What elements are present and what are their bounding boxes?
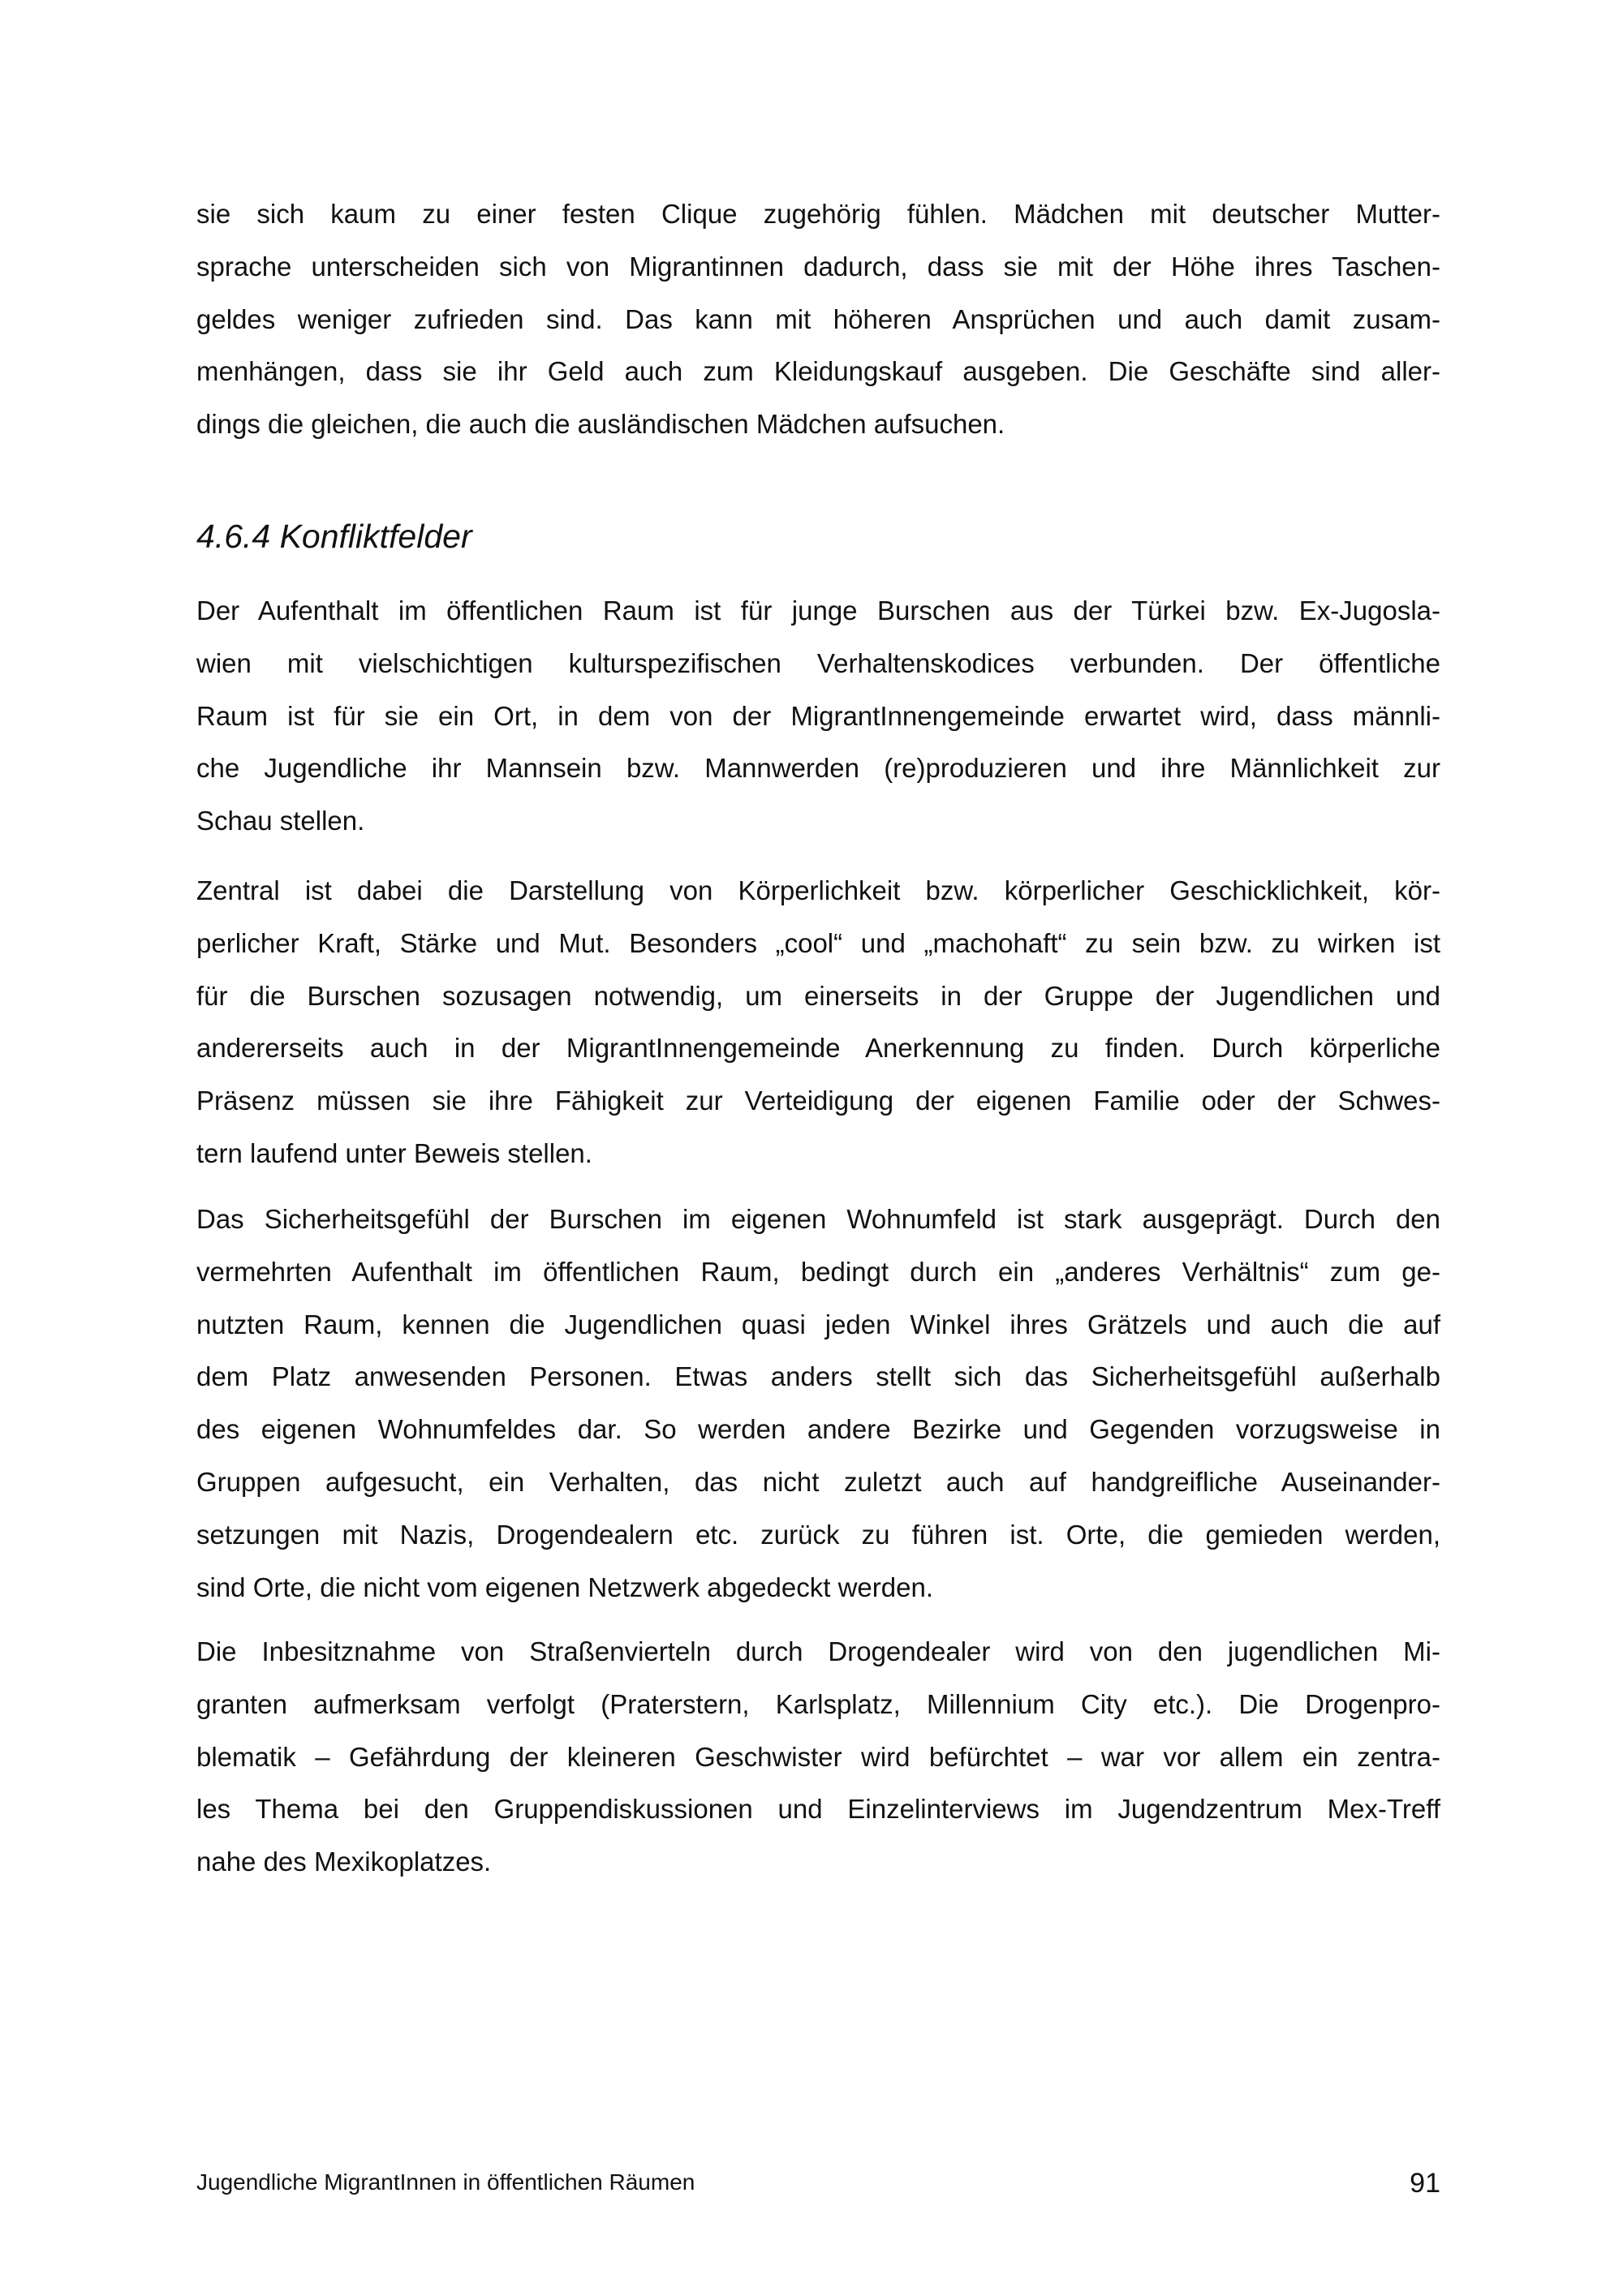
text-line: Der Aufenthalt im öffentlichen Raum ist für junge Burschen aus der Türkei bzw. Ex-Jugosla- <box>196 595 1440 626</box>
text-line: Schau stellen. <box>196 806 365 836</box>
paragraph-intro <box>196 188 1440 451</box>
text-line: vermehrten Aufenthalt im öffentlichen Raum, bedingt durch ein „anderes Verhältnis“ zum ge- <box>196 1256 1440 1287</box>
page-number: 91 <box>1410 2168 1440 2199</box>
text-line: sie sich kaum zu einer festen Clique zugehörig fühlen. Mädchen mit deutscher Mutter- <box>196 199 1440 229</box>
text-line: blematik – Gefährdung der kleineren Geschwister wird befürchtet – war vor allem ein zentra- <box>196 1741 1440 1772</box>
footer-title: Jugendliche MigrantInnen in öffentlichen Räumen <box>196 2169 695 2195</box>
text-line: Raum ist für sie ein Ort, in dem von der MigrantInnengemeinde erwartet wird, dass männli- <box>196 700 1440 731</box>
text-line: les Thema bei den Gruppendiskussionen und Einzelinterviews im Jugendzentrum Mex-Treff <box>196 1794 1440 1825</box>
text-line: tern laufend unter Beweis stellen. <box>196 1137 592 1168</box>
text-line: des eigenen Wohnumfeldes dar. So werden andere Bezirke und Gegenden vorzugsweise in <box>196 1414 1440 1445</box>
text-line: dem Platz anwesenden Personen. Etwas anders stellt sich das Sicherheitsgefühl außerhalb <box>196 1361 1440 1392</box>
text-line: Zentral ist dabei die Darstellung von Körperlichkeit bzw. körperlicher Geschicklichkeit, kör- <box>196 875 1440 905</box>
text-line: wien mit vielschichtigen kulturspezifischen Verhaltenskodices verbunden. Der öffentliche <box>196 647 1440 678</box>
text-line: che Jugendliche ihr Mannsein bzw. Mannwerden (re)produzieren und ihre Männlichkeit zur <box>196 753 1440 784</box>
paragraph <box>196 1626 1440 1889</box>
text-line: sind Orte, die nicht vom eigenen Netzwerk abgedeckt werden. <box>196 1572 933 1602</box>
text-line: Gruppen aufgesucht, ein Verhalten, das nicht zuletzt auch auf handgreifliche Auseinander- <box>196 1466 1440 1497</box>
text-line: Präsenz müssen sie ihre Fähigkeit zur Verteidigung der eigenen Familie oder der Schwes- <box>196 1086 1440 1116</box>
text-line: geldes weniger zufrieden sind. Das kann mit höheren Ansprüchen und auch damit zusam- <box>196 303 1440 334</box>
paragraph <box>196 1193 1440 1614</box>
section-heading: 4.6.4 Konfliktfelder <box>196 518 472 555</box>
text-line: für die Burschen sozusagen notwendig, um einerseits in der Gruppe der Jugendlichen und <box>196 980 1440 1011</box>
text-line: andererseits auch in der MigrantInnengemeinde Anerkennung zu finden. Durch körperliche <box>196 1033 1440 1064</box>
text-line: Das Sicherheitsgefühl der Burschen im eigenen Wohnumfeld ist stark ausgeprägt. Durch den <box>196 1204 1440 1234</box>
text-line: dings die gleichen, die auch die ausländischen Mädchen aufsuchen. <box>196 409 1005 440</box>
text-line: sprache unterscheiden sich von Migrantinnen dadurch, dass sie mit der Höhe ihres Taschen- <box>196 251 1440 282</box>
paragraph <box>196 585 1440 848</box>
text-line: setzungen mit Nazis, Drogendealern etc. zurück zu führen ist. Orte, die gemieden werden, <box>196 1519 1440 1550</box>
text-line: Die Inbesitznahme von Straßenvierteln durch Drogendealer wird von den jugendlichen Mi- <box>196 1636 1440 1666</box>
text-line: perlicher Kraft, Stärke und Mut. Besonders „cool“ und „machohaft“ zu sein bzw. zu wirken ist <box>196 927 1440 958</box>
text-line: nutzten Raum, kennen die Jugendlichen quasi jeden Winkel ihres Grätzels und auch die auf <box>196 1309 1440 1339</box>
text-line: granten aufmerksam verfolgt (Praterstern, Karlsplatz, Millennium City etc.). Die Drogenpro- <box>196 1688 1440 1719</box>
text-line: nahe des Mexikoplatzes. <box>196 1847 492 1877</box>
text-line: menhängen, dass sie ihr Geld auch zum Kleidungskauf ausgeben. Die Geschäfte sind aller- <box>196 356 1440 387</box>
paragraph <box>196 865 1440 1180</box>
